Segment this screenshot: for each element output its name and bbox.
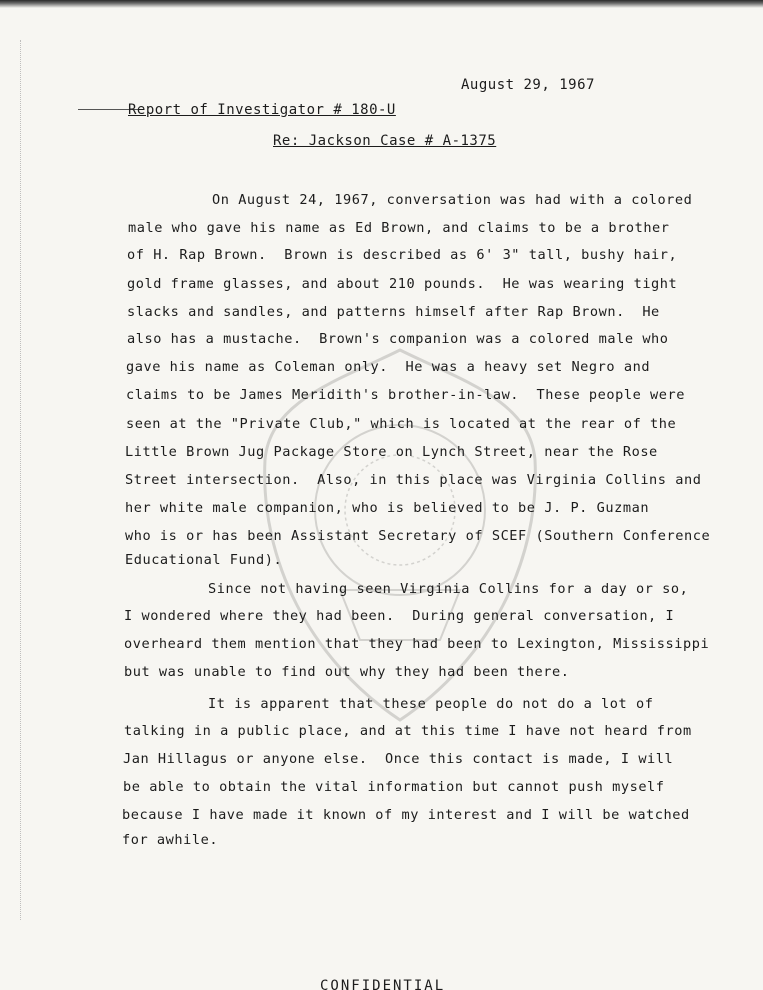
body-line: overheard them mention that they had been to Lexington, Mississippi <box>124 636 710 652</box>
body-line: slacks and sandles, and patterns himself after Rap Brown. He <box>127 304 660 320</box>
classification-footer: CONFIDENTIAL <box>320 978 446 990</box>
body-line: On August 24, 1967, conversation was had with a colored <box>212 192 693 208</box>
body-line: male who gave his name as Ed Brown, and claims to be a brother <box>128 220 670 236</box>
body-line: who is or has been Assistant Secretary of SCEF (Southern Conference <box>125 528 711 544</box>
body-line: for awhile. <box>122 832 219 848</box>
body-line: of H. Rap Brown. Brown is described as 6' 3" tall, bushy hair, <box>127 247 678 263</box>
body-line: be able to obtain the vital information but cannot push myself <box>123 779 665 795</box>
body-line: I wondered where they had been. During general conversation, I <box>124 608 675 624</box>
report-title: Report of Investigator # 180-U <box>128 102 396 118</box>
body-line: talking in a public place, and at this time I have not heard from <box>124 723 692 739</box>
body-line: Little Brown Jug Package Store on Lynch Street, near the Rose <box>125 444 658 460</box>
body-line: her white male companion, who is believed to be J. P. Guzman <box>125 500 650 516</box>
body-line: seen at the "Private Club," which is located at the rear of the <box>126 416 677 432</box>
body-line: Since not having seen Virginia Collins for a day or so, <box>208 581 689 597</box>
case-reference: Re: Jackson Case # A-1375 <box>273 133 497 149</box>
body-line: but was unable to find out why they had been there. <box>124 664 570 680</box>
body-line: It is apparent that these people do not do a lot of <box>208 696 654 712</box>
body-line: gold frame glasses, and about 210 pounds. He was wearing tight <box>127 276 678 292</box>
scan-top-edge <box>0 0 763 8</box>
body-line: also has a mustache. Brown's companion was a colored male who <box>127 331 669 347</box>
body-line: claims to be James Meridith's brother-in-law. These people were <box>126 387 685 403</box>
body-line: gave his name as Coleman only. He was a heavy set Negro and <box>126 359 651 375</box>
body-line: Street intersection. Also, in this place was Virginia Collins and <box>125 472 702 488</box>
body-line: Jan Hillagus or anyone else. Once this contact is made, I will <box>123 751 674 767</box>
scan-left-edge <box>20 40 23 920</box>
body-line: Educational Fund). <box>125 552 283 568</box>
body-line: because I have made it known of my interest and I will be watched <box>122 807 690 823</box>
report-date: August 29, 1967 <box>461 77 595 93</box>
